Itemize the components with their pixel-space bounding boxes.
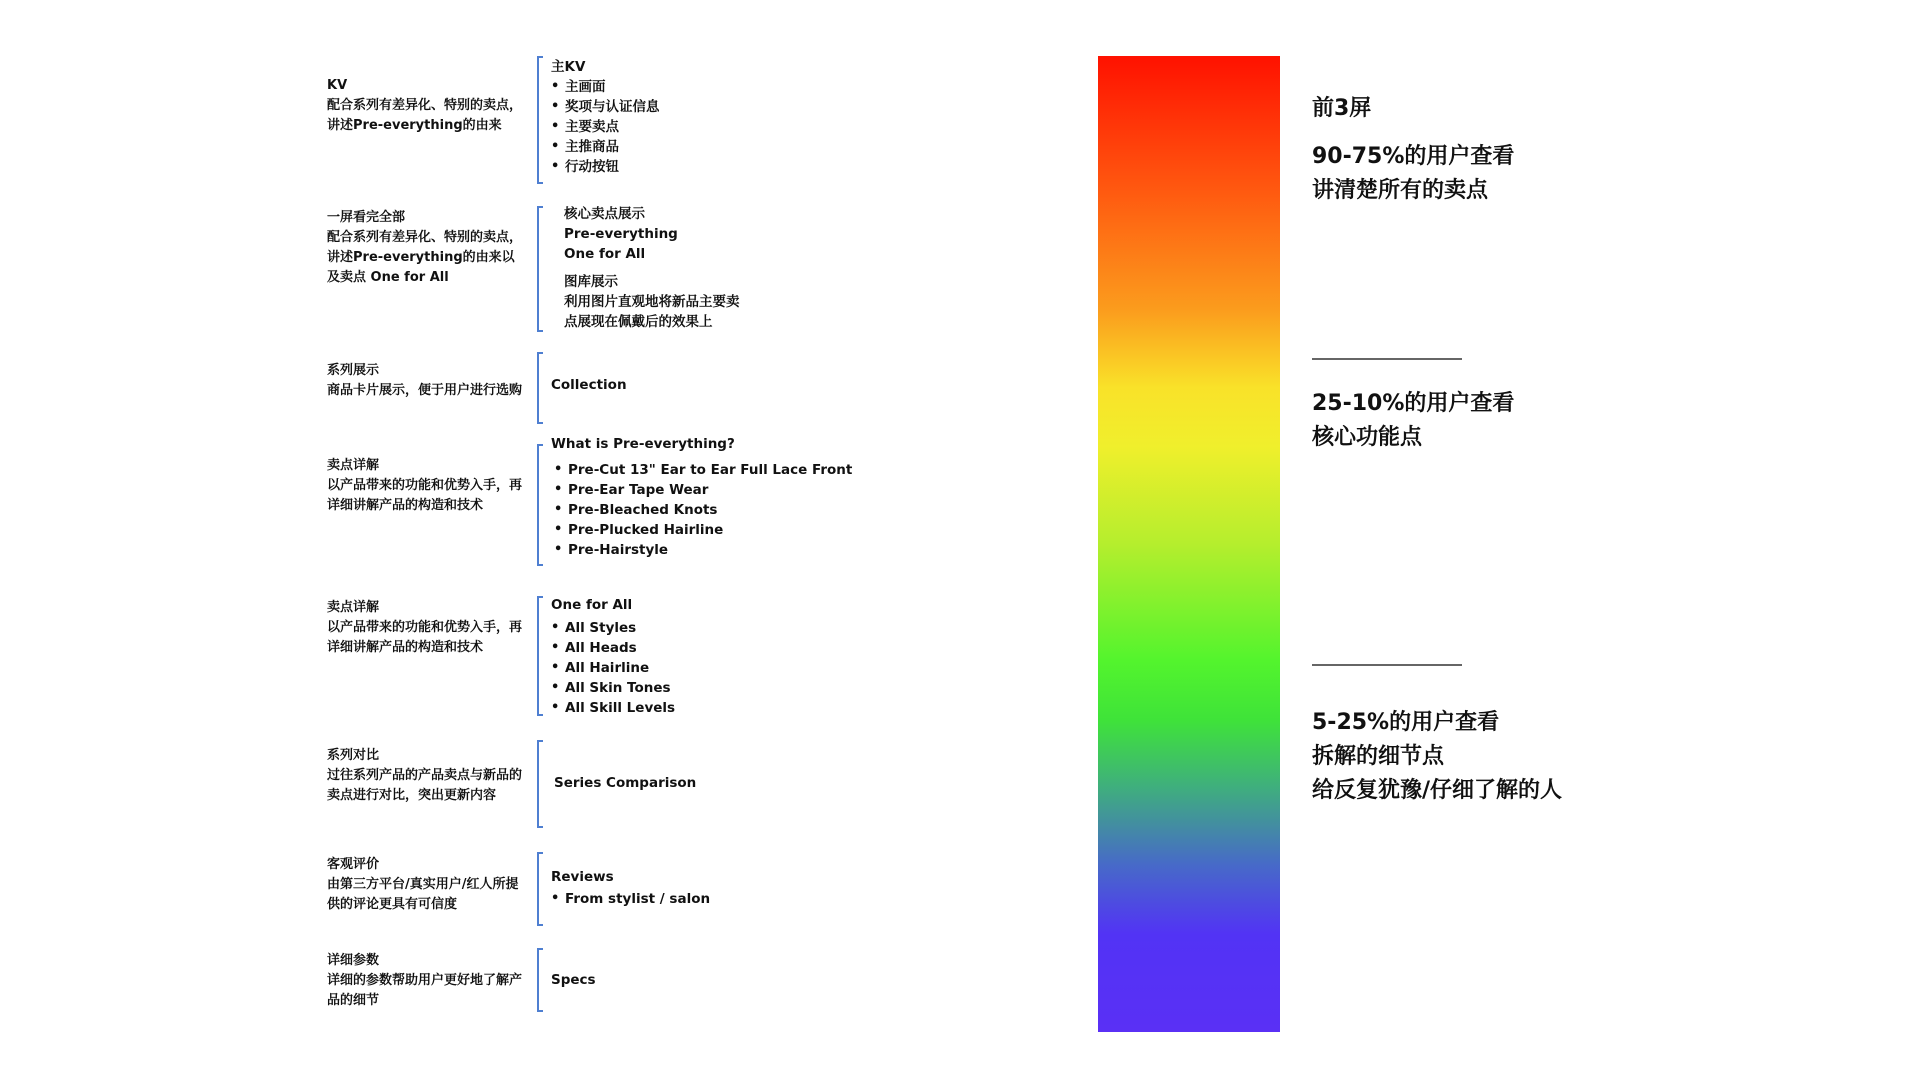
row-heading: What is Pre-everything? — [551, 436, 735, 452]
row-reviews-right — [551, 867, 710, 909]
bracket-bar — [537, 56, 547, 184]
row-description: 详细的参数帮助用户更好地了解产品的细节 — [327, 973, 523, 1008]
section-line: 25-10%的用户查看 — [1312, 391, 1515, 416]
section-line: 核心功能点 — [1312, 425, 1423, 450]
row-title: 卖点详解 — [327, 458, 380, 473]
row-overview-left — [327, 208, 527, 288]
row-selling-points-2-right — [551, 595, 675, 718]
list-item: • Pre-Hairstyle — [554, 540, 852, 560]
bullet-list — [551, 77, 660, 177]
list-item: • 主推商品 — [551, 137, 660, 157]
list-item: • 主画面 — [551, 77, 660, 97]
block-line: 点展现在佩戴后的效果上 — [564, 314, 713, 330]
bracket-bar — [537, 352, 547, 424]
row-selling-points-1-left — [327, 456, 527, 516]
bullet-list — [551, 889, 710, 909]
row-heading: 主KV — [551, 59, 586, 75]
row-heading: Series Comparison — [554, 775, 697, 791]
row-title: 卖点详解 — [327, 600, 380, 615]
list-item: • Pre-Plucked Hairline — [554, 520, 852, 540]
row-title: KV — [327, 78, 348, 93]
row-heading: Collection — [551, 377, 627, 393]
list-item: • Pre-Bleached Knots — [554, 500, 852, 520]
bracket-bar — [537, 444, 547, 566]
list-item: • Pre-Cut 13" Ear to Ear Full Lace Front — [554, 460, 852, 480]
row-specs-left — [327, 951, 527, 1011]
row-title: 一屏看完全部 — [327, 210, 406, 225]
row-description: 过往系列产品的产品卖点与新品的卖点进行对比，突出更新内容 — [327, 768, 523, 803]
row-specs-right — [551, 970, 596, 990]
row-description: 以产品带来的功能和优势入手，再详细讲解产品的构造和技术 — [327, 478, 523, 513]
block-line: 利用图片直观地将新品主要卖 — [564, 294, 740, 310]
panel-section-1 — [1312, 92, 1514, 208]
row-title: 详细参数 — [327, 953, 380, 968]
row-kv-left — [327, 76, 527, 136]
section-divider — [1312, 358, 1462, 360]
bullet-list — [551, 460, 852, 560]
row-heading: One for All — [551, 597, 633, 613]
block-line: 核心卖点展示 — [564, 206, 645, 222]
section-line: 90-75%的用户查看 — [1312, 144, 1515, 169]
section-title: 前3屏 — [1312, 96, 1372, 121]
row-kv-right — [551, 57, 660, 177]
panel-section-2 — [1312, 387, 1514, 455]
list-item: • All Styles — [551, 618, 675, 638]
row-collection-right — [551, 375, 627, 395]
panel-section-3 — [1312, 706, 1562, 808]
row-series-comparison-left — [327, 746, 527, 806]
row-title: 客观评价 — [327, 857, 380, 872]
bullet-list — [551, 618, 675, 718]
row-description: 配合系列有差异化、特别的卖点，讲述Pre-everything的由来 — [327, 98, 523, 133]
list-item: • All Heads — [551, 638, 675, 658]
row-description: 配合系列有差异化、特别的卖点，讲述Pre-everything的由来以及卖点 One for All — [327, 230, 523, 285]
row-description: 商品卡片展示，便于用户进行选购 — [327, 383, 523, 398]
row-description: 以产品带来的功能和优势入手，再详细讲解产品的构造和技术 — [327, 620, 523, 655]
list-item: • 行动按钮 — [551, 157, 660, 177]
section-line: 5-25%的用户查看 — [1312, 710, 1500, 735]
list-item: • 主要卖点 — [551, 117, 660, 137]
list-item: • All Hairline — [551, 658, 675, 678]
bracket-bar — [537, 740, 547, 828]
row-reviews-left — [327, 855, 527, 915]
row-heading: Reviews — [551, 869, 614, 885]
row-heading: Specs — [551, 972, 596, 988]
row-selling-points-1-right — [551, 434, 852, 560]
row-title: 系列对比 — [327, 748, 380, 763]
section-line: 拆解的细节点 — [1312, 744, 1445, 769]
list-item: • 奖项与认证信息 — [551, 97, 660, 117]
list-item: • All Skill Levels — [551, 698, 675, 718]
list-item: • From stylist / salon — [551, 889, 710, 909]
row-description: 由第三方平台/真实用户/红人所提供的评论更具有可信度 — [327, 877, 519, 912]
bracket-bar — [537, 206, 547, 332]
block-line: One for All — [564, 246, 646, 262]
bracket-bar — [537, 948, 547, 1012]
list-item: • All Skin Tones — [551, 678, 675, 698]
block-line: Pre-everything — [564, 226, 678, 242]
section-divider — [1312, 664, 1462, 666]
row-title: 系列展示 — [327, 363, 380, 378]
bracket-bar — [537, 596, 547, 716]
row-selling-points-2-left — [327, 598, 527, 658]
row-collection-left — [327, 361, 527, 401]
row-series-comparison-right — [554, 773, 696, 793]
bracket-bar — [537, 852, 547, 926]
row-overview-right — [564, 204, 740, 332]
list-item: • Pre-Ear Tape Wear — [554, 480, 852, 500]
section-line: 给反复犹豫/仔细了解的人 — [1312, 778, 1563, 803]
block-line: 图库展示 — [564, 274, 618, 290]
attention-gradient-bar — [1098, 56, 1280, 1032]
section-line: 讲清楚所有的卖点 — [1312, 178, 1489, 203]
